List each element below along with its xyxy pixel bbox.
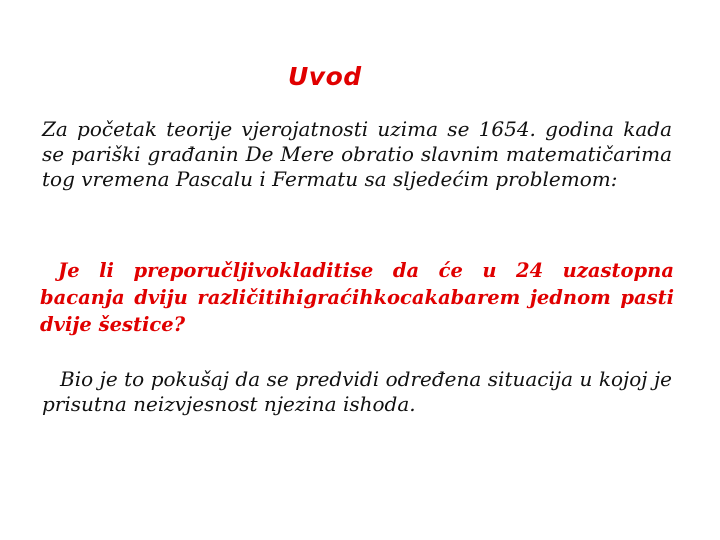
closing-paragraph: [42, 367, 672, 417]
closing-text: Bio je to pokušaj da se predvidi određena situacija u kojoj je prisutna neizvjesnost njezina ishoda.: [42, 367, 672, 416]
question-text: Je li preporučljivokladitise da će u 24 uzastopna bacanja dviju različitihigraćihkocakabarem jednom pasti dvije šestice?: [40, 259, 674, 336]
slide-title: Uvod: [288, 62, 362, 91]
intro-paragraph: Za početak teorije vjerojatnosti uzima se 1654. godina kada se pariški građanin De Mere obratio slavnim matematičarima tog vremena Pascalu i Fermatu sa sljedećim problemom:: [42, 117, 672, 191]
question-paragraph: [40, 257, 674, 338]
